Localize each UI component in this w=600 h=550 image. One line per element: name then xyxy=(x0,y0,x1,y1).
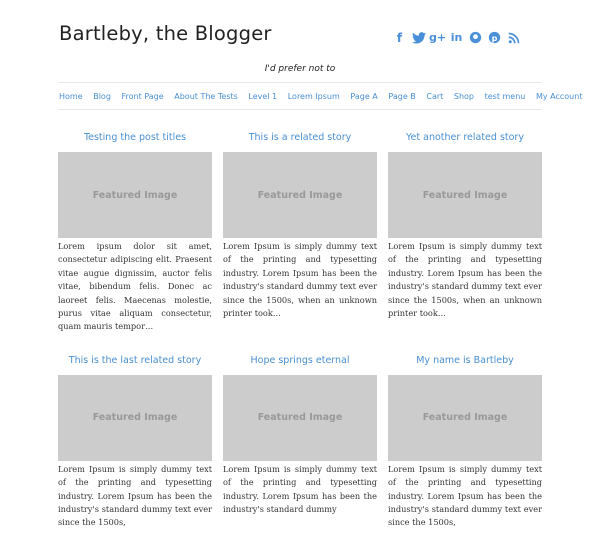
nav-item-page-b[interactable]: Page B xyxy=(388,91,416,101)
posts-row xyxy=(58,128,542,334)
nav-item-lorem-ipsum[interactable]: Lorem Ipsum xyxy=(287,91,340,101)
pinterest-icon[interactable] xyxy=(487,30,502,45)
post-excerpt: Lorem Ipsum is simply dummy text of the printing and typesetting industry. Lorem Ipsum has been the industry's standard dummy text ever since the 1500s, when an unknown printer took… xyxy=(223,241,377,319)
social-links xyxy=(392,30,521,45)
posts-grid xyxy=(58,128,542,530)
featured-image-label: Featured Image xyxy=(257,412,343,424)
featured-image[interactable] xyxy=(388,375,542,461)
post-excerpt: Lorem ipsum dolor sit amet, consectetur adipiscing elit. Praesent vitae augue dignissim, auctor felis vitae, bibendum felis. Donec ac laoreet felis. Maecenas molestie, purus vitae aliquam consectetur, quam mauris tempor… xyxy=(58,241,212,332)
nav-item-cart[interactable]: Cart xyxy=(426,91,444,101)
nav-item-test-menu[interactable]: test menu xyxy=(484,91,526,101)
post-title[interactable]: This is a related story xyxy=(248,132,352,143)
featured-image[interactable] xyxy=(223,375,377,461)
featured-image[interactable] xyxy=(223,152,377,238)
github-icon[interactable] xyxy=(468,30,483,45)
featured-image-label: Featured Image xyxy=(422,412,508,424)
posts-row xyxy=(58,351,542,530)
site-tagline: I'd prefer not to xyxy=(264,64,336,74)
svg-text:p: p xyxy=(491,32,498,43)
nav-item-blog[interactable]: Blog xyxy=(93,91,111,101)
linkedin-icon[interactable]: in xyxy=(450,31,463,44)
nav-item-page-a[interactable]: Page A xyxy=(350,91,378,101)
featured-image-label: Featured Image xyxy=(257,189,343,201)
post-title[interactable]: My name is Bartleby xyxy=(416,354,514,366)
post-excerpt: Lorem Ipsum is simply dummy text of the printing and typesetting industry. Lorem Ipsum has been the industry's standard dummy text ever since the 1500s, xyxy=(58,463,212,528)
post-card xyxy=(388,128,542,334)
post-card xyxy=(223,128,377,334)
post-card xyxy=(388,351,542,530)
post-title[interactable]: Testing the post titles xyxy=(83,132,187,143)
featured-image-label: Featured Image xyxy=(92,412,178,424)
featured-image-label: Featured Image xyxy=(92,189,178,201)
featured-image-label: Featured Image xyxy=(422,189,508,201)
post-title[interactable]: This is the last related story xyxy=(68,354,202,366)
featured-image[interactable] xyxy=(58,375,212,461)
twitter-icon[interactable] xyxy=(411,30,426,45)
nav-item-level-1[interactable]: Level 1 xyxy=(248,91,278,101)
rss-icon[interactable] xyxy=(506,30,521,45)
nav-item-home[interactable]: Home xyxy=(59,91,83,101)
nav-item-about-the-tests[interactable]: About The Tests xyxy=(174,91,238,101)
nav-item-front-page[interactable]: Front Page xyxy=(121,91,164,101)
post-excerpt: Lorem Ipsum is simply dummy text of the printing and typesetting industry. Lorem Ipsum has been the industry's standard dummy xyxy=(223,463,377,515)
featured-image[interactable] xyxy=(388,152,542,238)
post-title[interactable]: Hope springs eternal xyxy=(250,354,350,366)
featured-image[interactable] xyxy=(58,152,212,238)
post-excerpt: Lorem Ipsum is simply dummy text of the printing and typesetting industry. Lorem Ipsum has been the industry's standard dummy text ever since the 1500s, when an unknown printer took… xyxy=(388,241,542,319)
post-card xyxy=(223,351,377,530)
site-title[interactable]: Bartleby, the Blogger xyxy=(59,22,272,45)
google-plus-icon[interactable]: g+ xyxy=(428,31,447,44)
nav-item-my-account[interactable]: My Account xyxy=(535,91,583,101)
facebook-icon[interactable]: f xyxy=(396,30,403,45)
main-navigation xyxy=(59,82,583,110)
post-excerpt: Lorem Ipsum is simply dummy text of the printing and typesetting industry. Lorem Ipsum has been the industry's standard dummy text ever since the 1500s, xyxy=(388,463,542,528)
nav-item-shop[interactable]: Shop xyxy=(453,91,475,101)
post-title[interactable]: Yet another related story xyxy=(406,132,524,143)
site-header xyxy=(59,22,541,62)
post-card xyxy=(58,128,212,334)
post-card xyxy=(58,351,212,530)
